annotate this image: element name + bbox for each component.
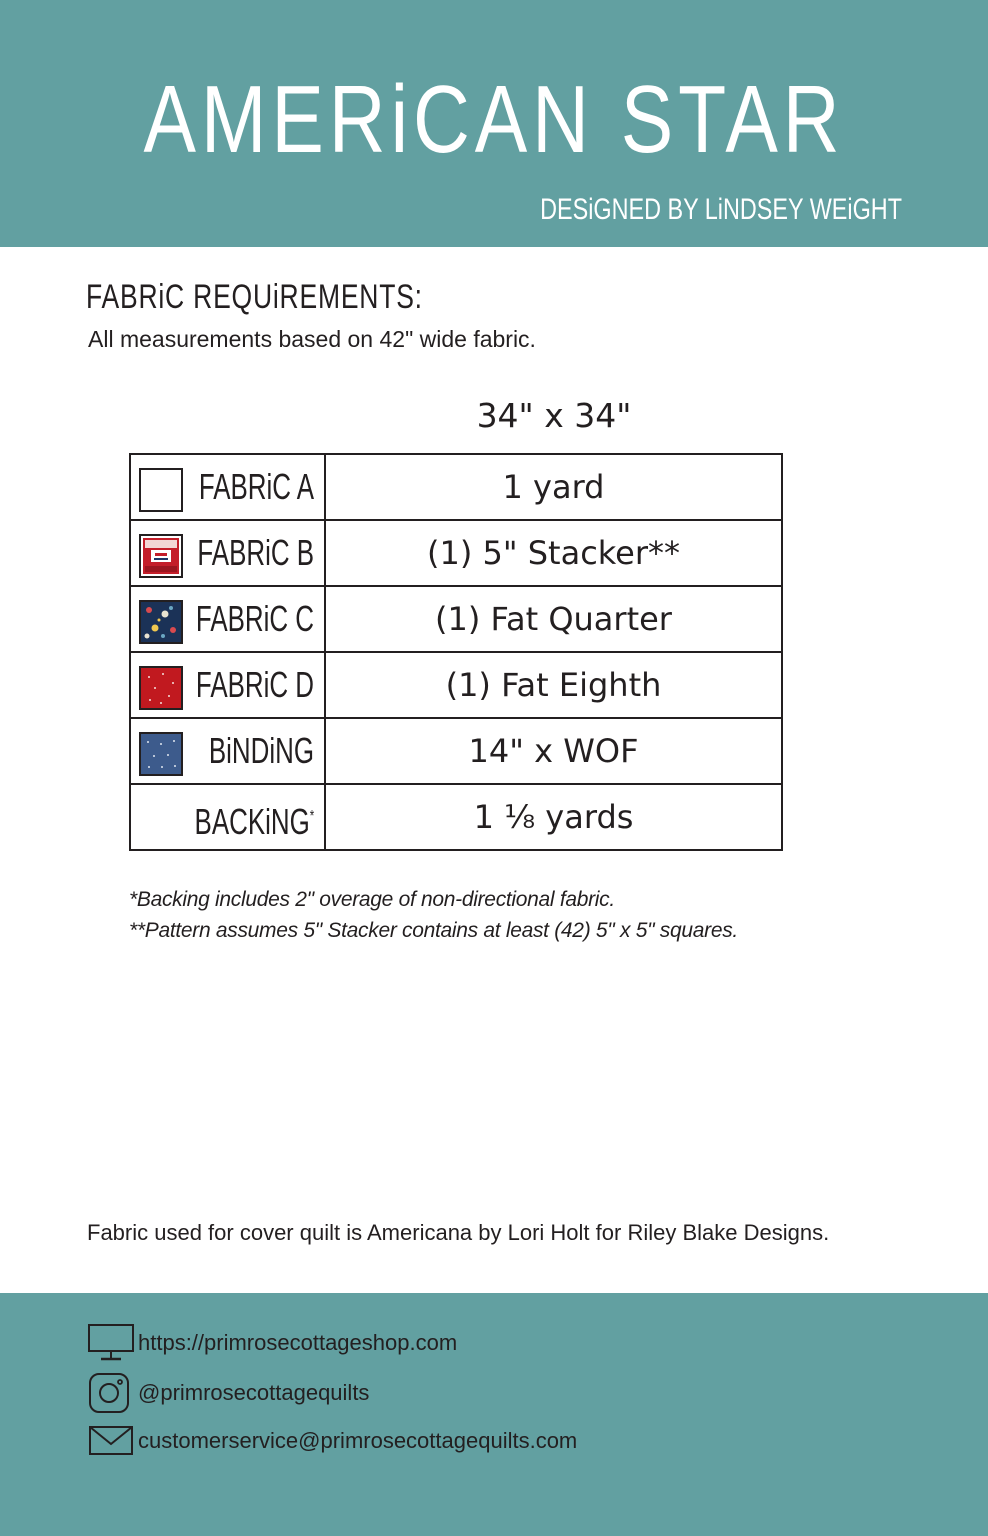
fabric-amount: (1) Fat Eighth	[325, 652, 782, 718]
instagram-contact[interactable]	[88, 1373, 369, 1413]
footnote: **Pattern assumes 5" Stacker contains at least (42) 5" x 5" squares.	[129, 919, 738, 942]
fabric-name: BACKiNG*	[194, 801, 314, 842]
fabric-amount: (1) 5" Stacker**	[325, 520, 782, 586]
fabric-name: FABRiC B	[197, 532, 314, 573]
fabric-d-swatch	[139, 666, 183, 710]
fabric-credit: Fabric used for cover quilt is Americana by Lori Holt for Riley Blake Designs.	[87, 1220, 830, 1245]
fabric-c-swatch	[139, 600, 183, 644]
binding-swatch	[139, 732, 183, 776]
fabric-name: FABRiC A	[198, 466, 314, 507]
fabric-name: BiNDiNG	[208, 730, 314, 771]
fabric-a-swatch	[139, 468, 183, 512]
instagram-icon	[88, 1373, 136, 1413]
fabric-b-swatch	[139, 534, 183, 578]
table-row	[130, 784, 782, 850]
fabric-amount: 14" x WOF	[325, 718, 782, 784]
email-contact[interactable]	[88, 1421, 577, 1461]
designer-credit: DESiGNED BY LiNDSEY WEiGHT	[540, 193, 902, 226]
table-row	[130, 586, 782, 652]
monitor-icon	[88, 1323, 136, 1363]
fabric-name: FABRiC C	[195, 598, 314, 639]
fabric-amount: (1) Fat Quarter	[325, 586, 782, 652]
fabric-requirements-table	[129, 453, 783, 851]
pattern-title: AMERiCAN STAR	[143, 66, 845, 173]
fabric-requirements-heading: FABRiC REQUiREMENTS:	[86, 278, 423, 316]
header-banner	[0, 0, 988, 247]
instagram-handle[interactable]: @primrosecottagequilts	[138, 1380, 370, 1405]
quilt-size-label: 34" x 34"	[476, 396, 632, 435]
fabric-amount: 1 yard	[325, 454, 782, 520]
website-link[interactable]: https://primrosecottageshop.com	[138, 1330, 458, 1355]
fabric-amount: 1 ⅛ yards	[325, 784, 782, 850]
email-link[interactable]: customerservice@primrosecottagequilts.com	[138, 1428, 578, 1453]
footnotes	[129, 884, 738, 946]
envelope-icon	[88, 1421, 136, 1461]
website-contact[interactable]	[88, 1323, 457, 1363]
table-row	[130, 652, 782, 718]
table-row	[130, 454, 782, 520]
fabric-width-note: All measurements based on 42" wide fabric.	[88, 326, 536, 352]
fabric-name: FABRiC D	[195, 664, 314, 705]
footnote: *Backing includes 2" overage of non-directional fabric.	[129, 888, 615, 911]
table-row	[130, 520, 782, 586]
table-row	[130, 718, 782, 784]
